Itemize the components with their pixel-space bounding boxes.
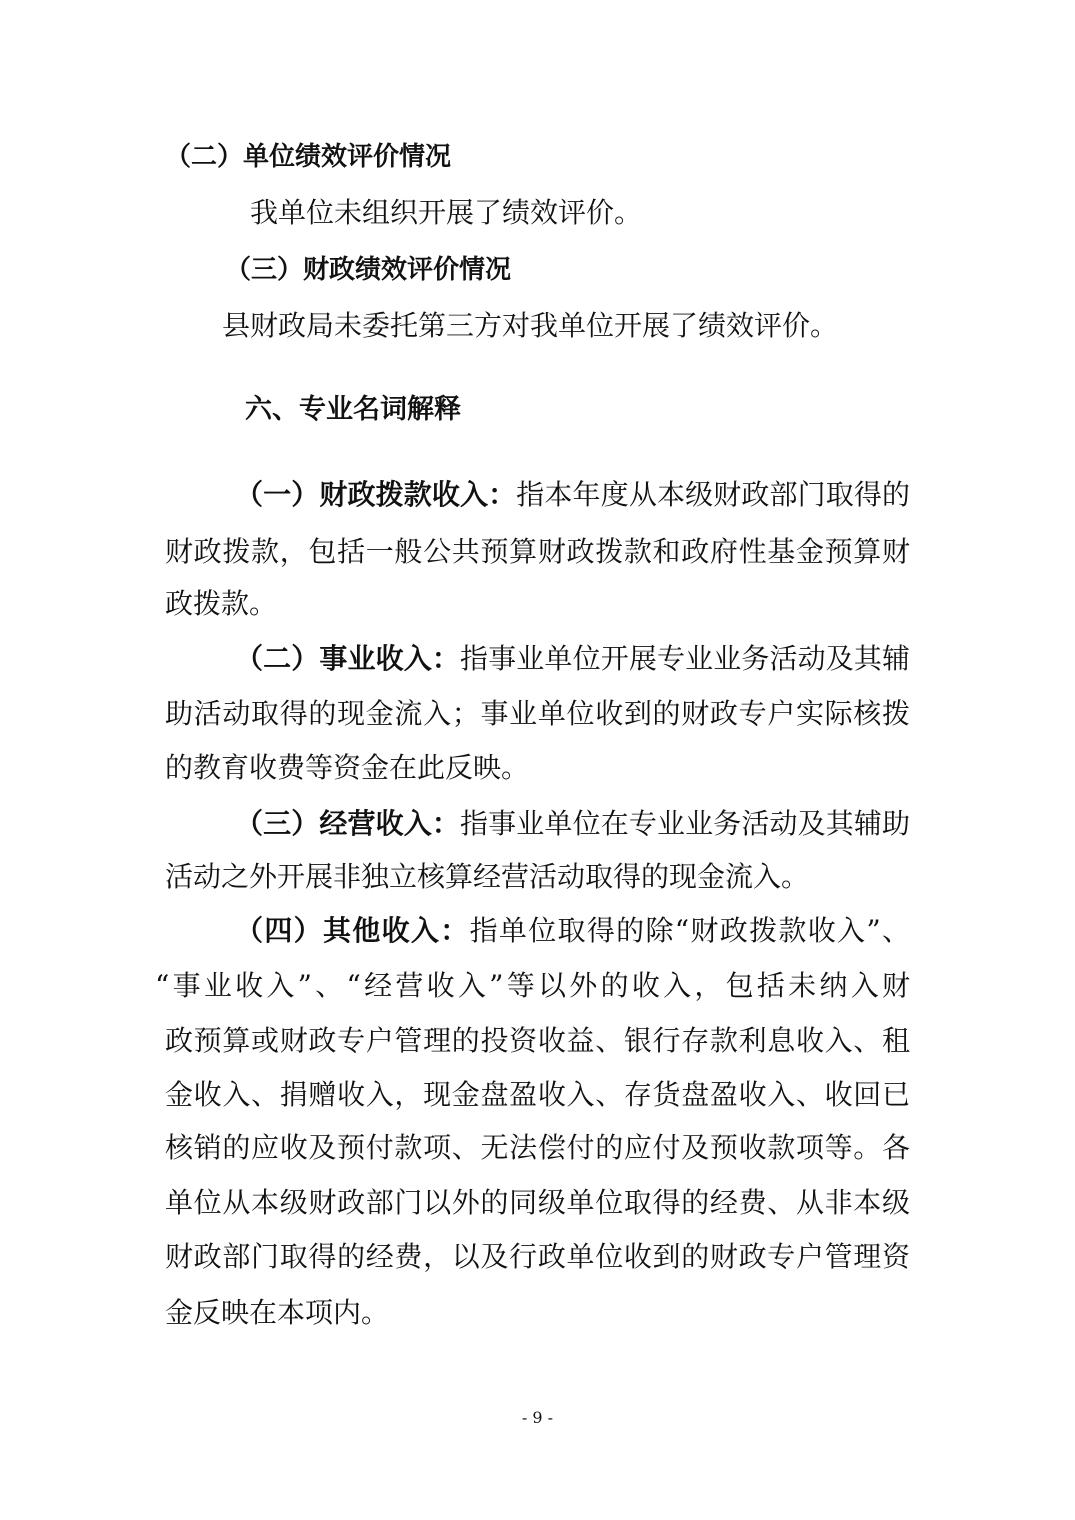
- glossary-term: （三）经营收入：: [235, 807, 461, 840]
- glossary-line: 的教育收费等资金在此反映。: [165, 751, 530, 784]
- glossary-line: 财政部门取得的经费，以及行政单位收到的财政专户管理资: [165, 1240, 910, 1273]
- glossary-line: 助活动取得的现金流入；事业单位收到的财政专户实际核拨: [165, 697, 910, 730]
- glossary-item-3-line-1: [235, 806, 910, 842]
- glossary-text: 指单位取得的除“财政拨款收入”、: [469, 914, 910, 947]
- glossary-line: 核销的应收及预付款项、无法偿付的应付及预收款项等。各: [165, 1131, 910, 1164]
- glossary-line: “事业收入”、“经营收入”等以外的收入，包括未纳入财: [155, 969, 910, 1002]
- glossary-line: 金收入、捐赠收入，现金盘盈收入、存货盘盈收入、收回已: [165, 1078, 910, 1111]
- glossary-item-4-line-1: [235, 913, 910, 949]
- glossary-term: （二）事业收入：: [235, 642, 461, 675]
- glossary-line: 活动之外开展非独立核算经营活动取得的现金流入。: [165, 860, 810, 893]
- glossary-line: 金反映在本项内。: [165, 1296, 390, 1329]
- glossary-item-2-line-1: [235, 641, 910, 677]
- glossary-text: 指本年度从本级财政部门取得的: [516, 478, 910, 511]
- glossary-text: 指事业单位开展专业业务活动及其辅: [460, 642, 910, 675]
- glossary-term: （一）财政拨款收入：: [235, 478, 517, 511]
- glossary-line: 政拨款。: [165, 587, 278, 620]
- glossary-line: 政预算或财政专户管理的投资收益、银行存款利息收入、租: [165, 1024, 910, 1057]
- glossary-item-1-line-1: [235, 477, 910, 513]
- section-heading-finance-eval: （三）财政绩效评价情况: [225, 255, 512, 285]
- glossary-heading: 六、专业名词解释: [245, 394, 461, 425]
- unit-eval-text: 我单位未组织开展了绩效评价。: [250, 196, 643, 229]
- page-number: - 9 -: [521, 1408, 554, 1427]
- glossary-text: 指事业单位在专业业务活动及其辅助: [460, 807, 910, 840]
- section-heading-unit-eval: （二）单位绩效评价情况: [165, 142, 452, 172]
- glossary-term: （四）其他收入：: [235, 914, 470, 947]
- glossary-line: 单位从本级财政部门以外的同级单位取得的经费、从非本级: [165, 1186, 910, 1219]
- finance-eval-text: 县财政局未委托第三方对我单位开展了绩效评价。: [222, 309, 839, 342]
- glossary-line: 财政拨款，包括一般公共预算财政拨款和政府性基金预算财: [165, 535, 910, 568]
